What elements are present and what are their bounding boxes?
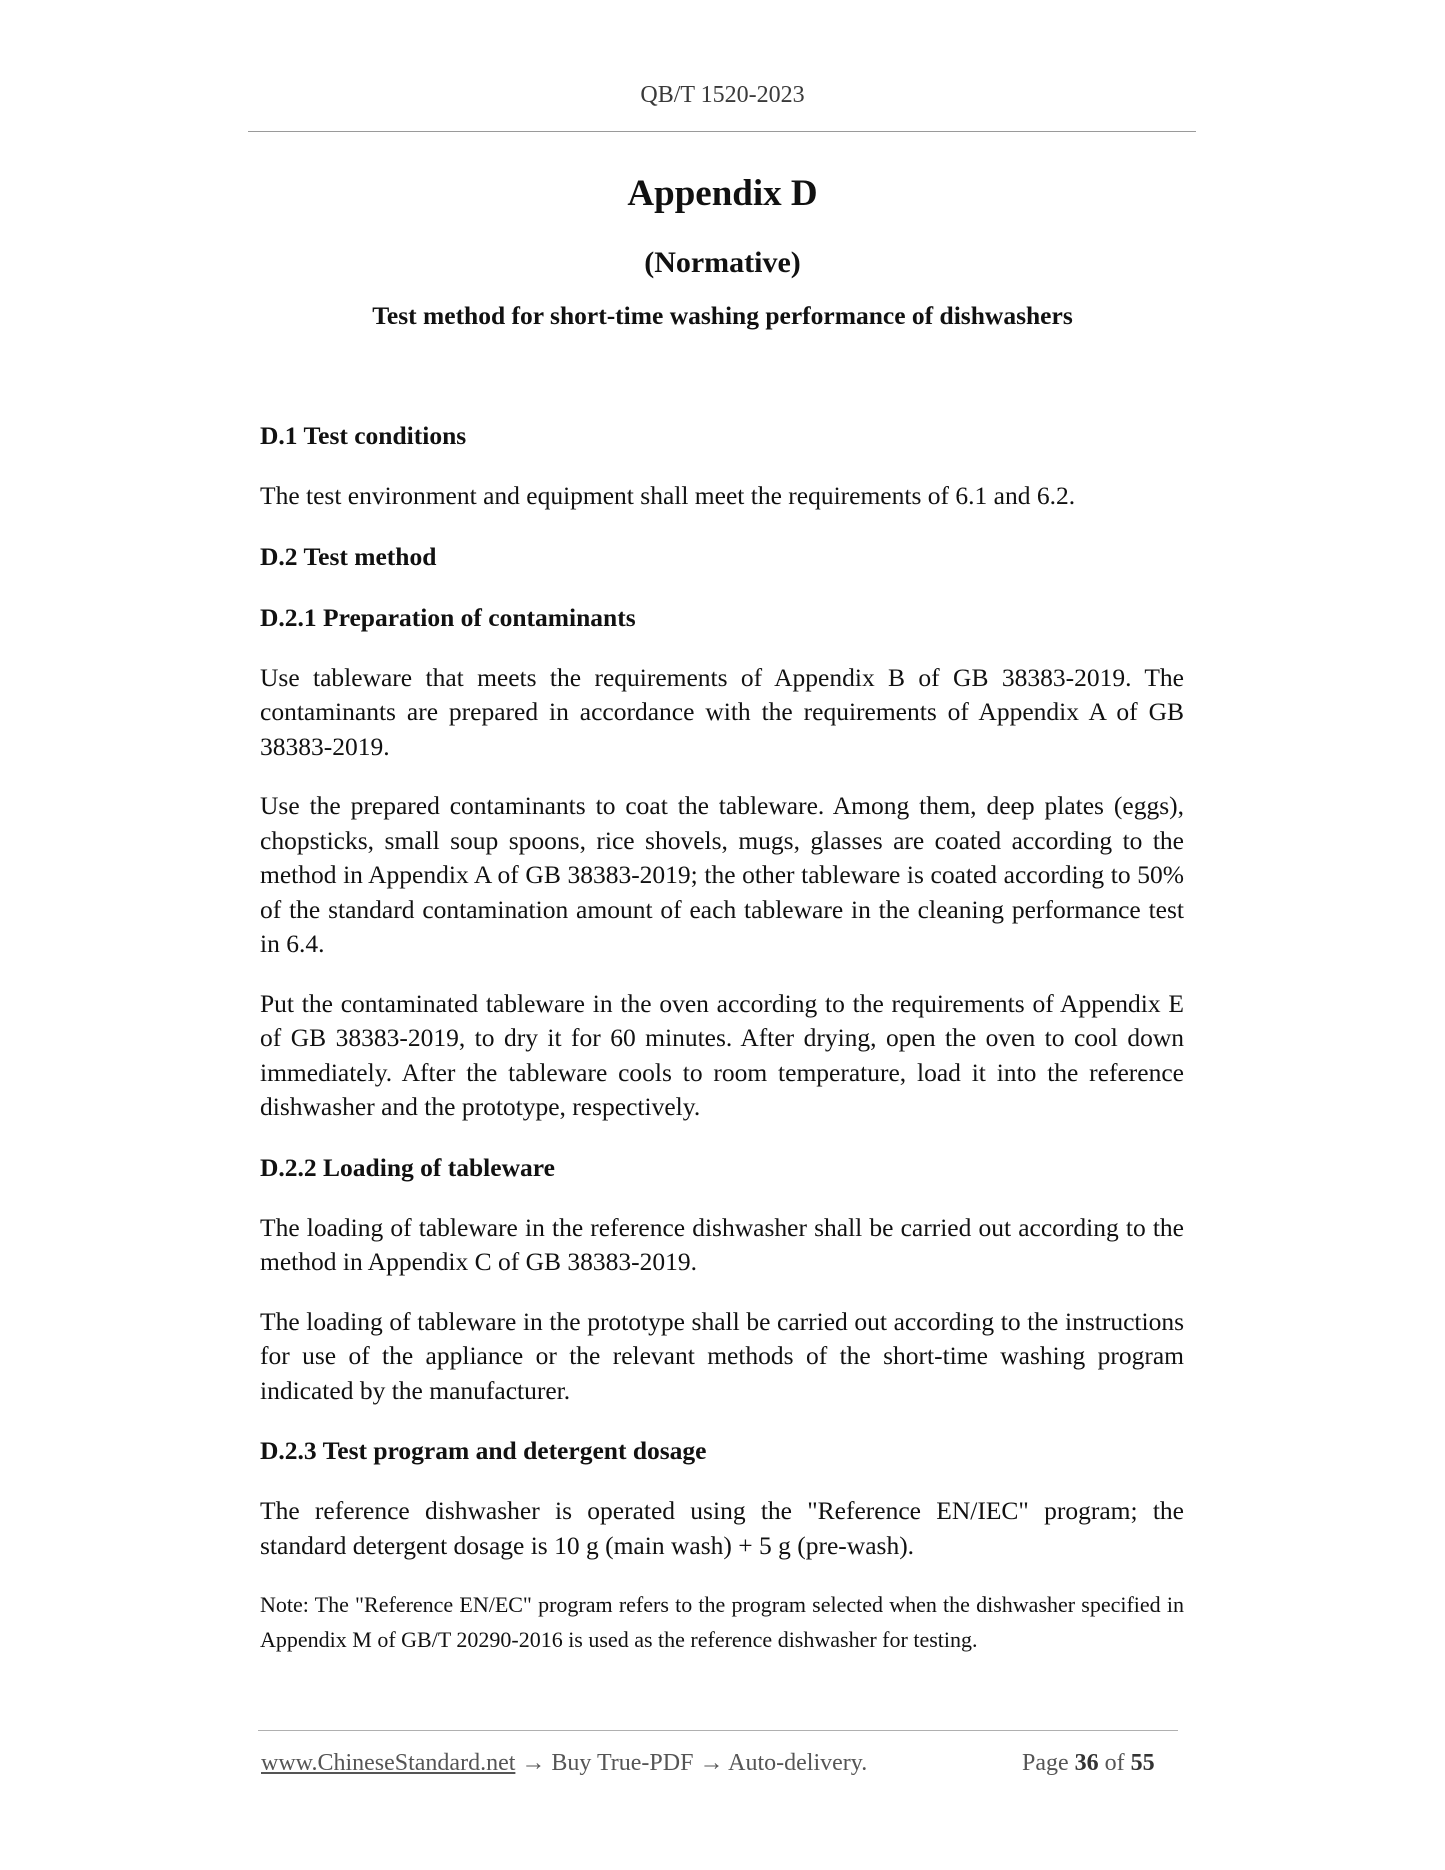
paragraph-d1: The test environment and equipment shall meet the requirements of 6.1 and 6.2.: [260, 481, 1076, 510]
document-body: [260, 418, 1184, 1657]
page-number: [1022, 1750, 1155, 1777]
paragraph-d21-2: Use the prepared contaminants to coat the tableware. Among them, deep plates (eggs), chopsticks, small soup spoons, rice shovels, mugs, glasses are coated according to the method in Appendix A of GB 38383-2019; the other tableware is coated according to 50% of the standard contamination amount of each tableware in the cleaning performance test in 6.4.: [260, 791, 1184, 958]
section-heading-d1: D.1 Test conditions: [260, 421, 467, 450]
website-link[interactable]: www.ChineseStandard.net: [261, 1750, 516, 1776]
arrow-right-icon: →: [699, 1750, 724, 1776]
arrow-right-icon: →: [521, 1750, 546, 1776]
appendix-title: Appendix D: [627, 173, 818, 214]
paragraph-d23-1: The reference dishwasher is operated using the "Reference EN/IEC" program; the standard detergent dosage is 10 g (main wash) + 5 g (pre-wash).: [260, 1496, 1184, 1560]
paragraph-d22-1: The loading of tableware in the reference dishwasher shall be carried out according to the method in Appendix C of GB 38383-2019.: [260, 1212, 1184, 1276]
page-of-label: of: [1104, 1750, 1125, 1776]
buy-pdf-text: Buy True-PDF: [551, 1750, 694, 1776]
footer-promo: [261, 1750, 867, 1777]
paragraph-d22-2: The loading of tableware in the prototype shall be carried out according to the instructions for use of the appliance or the relevant methods of the short-time washing program indicated by the manufacturer.: [260, 1306, 1184, 1405]
header-divider: [248, 131, 1196, 132]
page-current: 36: [1074, 1750, 1099, 1776]
paragraph-d21-1: Use tableware that meets the requirements of Appendix B of GB 38383-2019. The contaminants are prepared in accordance with the requirements of Appendix A of GB 38383-2019.: [260, 662, 1184, 761]
section-heading-d21: D.2.1 Preparation of contaminants: [260, 602, 636, 632]
appendix-subtitle: Test method for short-time washing performance of dishwashers: [372, 301, 1073, 330]
note-d23: Note: The "Reference EN/EC" program refers to the program selected when the dishwasher specified in Appendix M of GB/T 20290-2016 is used as the reference dishwasher for testing.: [260, 1592, 1184, 1652]
section-heading-d2: D.2 Test method: [260, 541, 437, 571]
normative-label: (Normative): [644, 246, 801, 279]
document-code: QB/T 1520-2023: [640, 82, 805, 108]
page-label: Page: [1022, 1750, 1069, 1776]
footer-divider: [258, 1730, 1178, 1731]
section-heading-d23: D.2.3 Test program and detergent dosage: [260, 1436, 707, 1465]
page-total: 55: [1130, 1750, 1155, 1776]
section-heading-d22: D.2.2 Loading of tableware: [260, 1152, 555, 1182]
auto-delivery-text: Auto-delivery.: [728, 1750, 868, 1776]
paragraph-d21-3: Put the contaminated tableware in the oven according to the requirements of Appendix E of GB 38383-2019, to dry it for 60 minutes. After drying, open the oven to cool down immediately. After the tableware cools to room temperature, load it into the reference dishwasher and the prototype, respectively.: [260, 988, 1184, 1121]
